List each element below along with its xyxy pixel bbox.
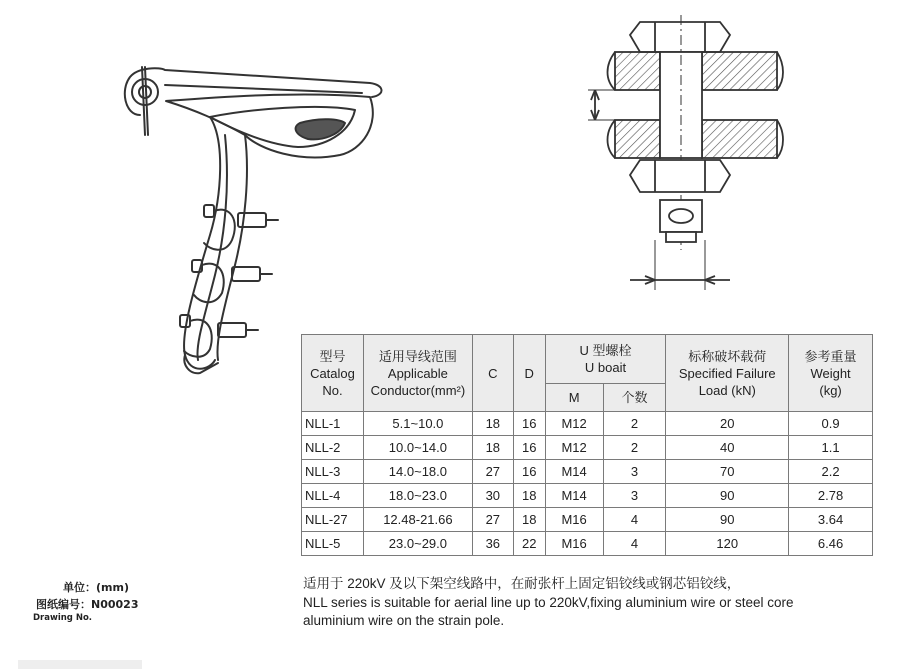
cell-m: M12 [545,412,603,436]
cell-qty: 4 [603,508,666,532]
header-weight-cn: 参考重量 [804,348,857,364]
header-ubolt-en: U boait [584,360,627,375]
cell-d: 16 [513,436,545,460]
header-load-en1: Specified Failure [678,365,776,381]
note-line-en2: aluminium wire on the strain pole. [303,613,505,628]
cell-m: M14 [545,484,603,508]
grey-bar [18,660,142,669]
cell-c: 18 [472,436,513,460]
cell-load: 120 [666,532,789,556]
cell-c: 18 [472,412,513,436]
cell-qty: 3 [603,460,666,484]
cell-d: 18 [513,484,545,508]
table-row [302,436,873,460]
cell-no: NLL-4 [302,484,364,508]
cell-weight: 2.2 [789,460,873,484]
cell-weight: 2.78 [789,484,873,508]
header-conductor-en1: Applicable [387,365,448,381]
cell-no: NLL-2 [302,436,364,460]
header-weight-unit: (kg) [819,382,842,398]
cell-m: M14 [545,460,603,484]
header-conductor-cn: 适用导线范围 [378,348,457,364]
cell-qty: 3 [603,484,666,508]
header-conductor-en2: Conductor(mm²) [370,382,466,398]
cell-c: 27 [472,460,513,484]
unit-label: 单位：(mm) [63,581,129,594]
cell-d: 16 [513,460,545,484]
header-model-en: Catalog [310,365,355,381]
cell-conductor: 5.1~10.0 [363,412,472,436]
cell-weight: 0.9 [789,412,873,436]
header-model-cn: 型号 [319,348,346,364]
header-load [666,335,789,412]
header-conductor [363,335,472,412]
header-ubolt-qty: 个数 [603,384,666,412]
header-model-no: No. [322,382,343,398]
note-line-en1: NLL series is suitable for aerial line up to 220kV,fixing aluminium wire or steel core [303,594,794,610]
cell-d: 22 [513,532,545,556]
table-row [302,460,873,484]
cell-conductor: 12.48-21.66 [363,508,472,532]
header-row [302,335,873,384]
cell-weight: 1.1 [789,436,873,460]
table-row [302,532,873,556]
note-line-cn: 适用于 220kV 及以下架空线路中，在耐张杆上固定铝铰线或钢芯铝铰线， [303,576,741,591]
cell-qty: 2 [603,436,666,460]
cell-c: 27 [472,508,513,532]
cell-load: 70 [666,460,789,484]
cell-load: 90 [666,508,789,532]
specification-table [301,334,873,556]
cell-d: 18 [513,508,545,532]
cell-conductor: 18.0~23.0 [363,484,472,508]
header-ubolt-cn: U 型螺栓 [579,343,632,358]
cell-no: NLL-5 [302,532,364,556]
cell-load: 90 [666,484,789,508]
cell-weight: 6.46 [789,532,873,556]
table-row [302,484,873,508]
cell-m: M16 [545,532,603,556]
header-load-en2: Load (kN) [698,382,756,398]
header-weight-en: Weight [810,365,851,381]
cell-m: M16 [545,508,603,532]
header-ubolt-m: M [545,384,603,412]
notes [303,575,893,631]
cell-m: M12 [545,436,603,460]
cell-load: 20 [666,412,789,436]
drawing-number-en: Drawing No. [33,613,93,623]
table-row [302,508,873,532]
header-c: C [472,335,513,412]
bolt-section-drawing [580,10,790,300]
cell-conductor: 14.0~18.0 [363,460,472,484]
cell-qty: 4 [603,532,666,556]
cell-conductor: 10.0~14.0 [363,436,472,460]
header-d: D [513,335,545,412]
header-ubolt [545,335,666,384]
cell-conductor: 23.0~29.0 [363,532,472,556]
table-row [302,412,873,436]
cell-c: 36 [472,532,513,556]
cell-c: 30 [472,484,513,508]
cell-d: 16 [513,412,545,436]
header-load-cn: 标称破坏载荷 [688,348,767,364]
cell-no: NLL-1 [302,412,364,436]
cell-no: NLL-3 [302,460,364,484]
cell-weight: 3.64 [789,508,873,532]
cell-load: 40 [666,436,789,460]
cell-no: NLL-27 [302,508,364,532]
header-weight [789,335,873,412]
cell-qty: 2 [603,412,666,436]
drawing-number-label: 图纸编号：N00023 [36,598,139,611]
header-model [302,335,364,412]
